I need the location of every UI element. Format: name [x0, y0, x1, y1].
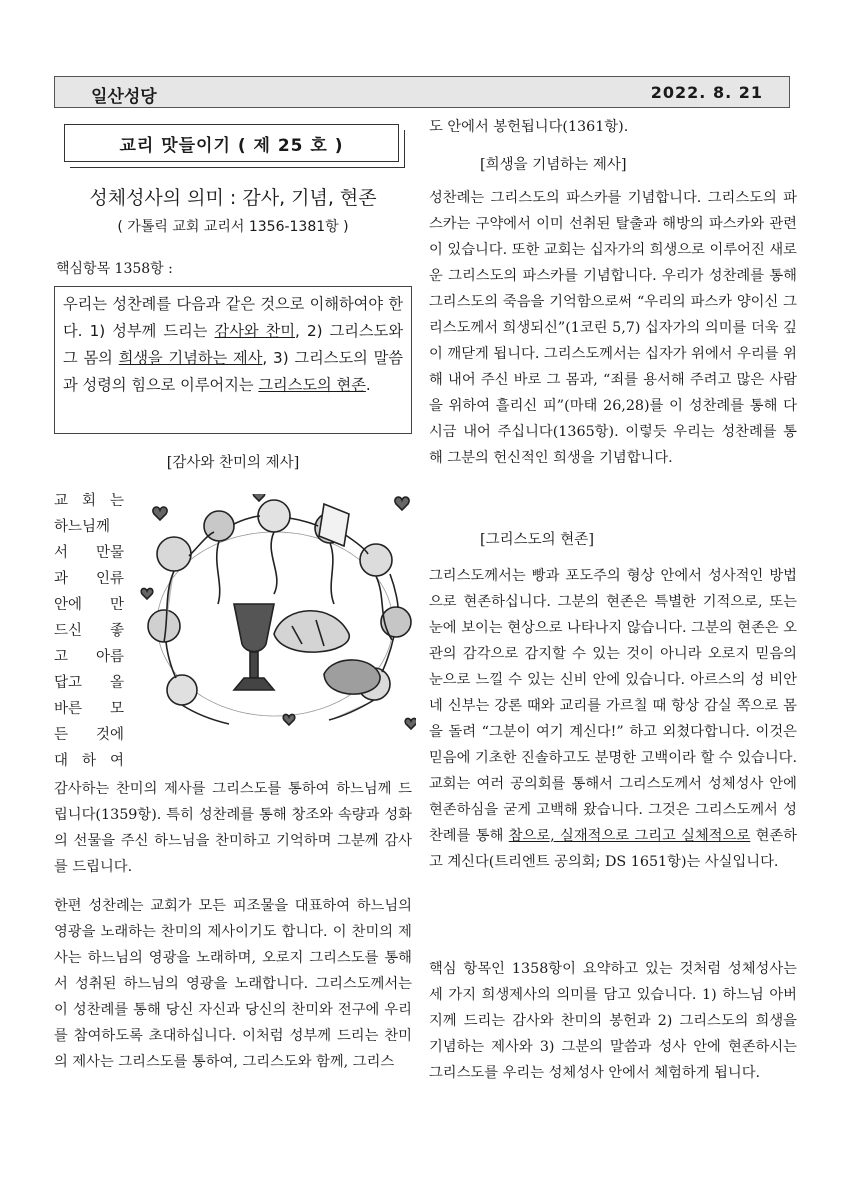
parish-name: 일산성당 [91, 87, 157, 107]
summary-paragraph: 핵심 항목인 1358항이 요약하고 있는 것처럼 성체성사는 세 가지 희생제사의 의미를 담고 있습니다. 1) 하느님 아버지께 드리는 감사와 찬미의 봉헌과 2) 그리스도의 희생을 기념하는 제사와 3) 그분의 말씀과 성사 안에 현존하시는 그리스도를 우리는 성체성사 안에서 체험하게 됩니다. [429, 961, 797, 1081]
presence-text-a: 그리스도께서는 빵과 포도주의 형상 안에서 성사적인 방법으로 현존하십니다. 그분의 현존은 특별한 기적으로, 또는 눈에 보이는 현상으로 나타나지 않습니다. 그분의 현존은 오관의 감각으로 감지할 수 있는 것이 아니라 오로지 믿음의 눈으로 느낄 수 있는 신비 안에 있습니다. 아르스의 성 비안네 신부는 강론 때와 교리를 가르칠 때 항상 감실 쪽으로 몸을 돌려 “그분이 여기 계신다!” 하고 외쳤다합니다. 이것은 믿음에 기초한 진솔하고도 분명한 고백이라 할 수 있습니다. 교회는 여러 공의회를 통해서 그리스도께서 성체성사 안에 현존하심을 굳게 고백해 왔습니다. 그것은 그리스도께서 성찬례를 통해 [429, 568, 797, 844]
wrapped-line: 바른 모 [54, 701, 124, 717]
eucharist-illustration [134, 494, 416, 734]
key-text-2: , 2) 그리스도와 그 몸의 [63, 322, 403, 367]
key-item-label: 핵심항목 1358항 : [56, 261, 173, 277]
presence-underline: 참으로, 실재적으로 그리고 실체적으로 [508, 828, 751, 844]
series-title-box [64, 124, 399, 162]
wrapped-line: 서 만물 [54, 545, 124, 561]
key-text-3: , 3) 그리스도의 말씀과 성령의 힘으로 이루어지는 [63, 349, 403, 394]
wrapped-line: 안에 만 [54, 597, 124, 613]
header-bar [54, 76, 790, 108]
wrapped-line: 답고 올 [54, 675, 124, 691]
continued-text: 도 안에서 봉헌됩니다(1361항). [429, 119, 629, 135]
issue-date: 2022. 8. 21 [650, 83, 763, 102]
wrapped-line: 고 아름 [54, 649, 124, 665]
wrapped-line: 하느님께 [54, 519, 111, 535]
main-title: 성체성사의 의미 : 감사, 기념, 현존 [89, 187, 377, 209]
wrapped-text-column [54, 488, 124, 774]
section-heading-memorial: [희생을 기념하는 제사] [480, 157, 627, 173]
thanksgiving-paragraph-1: 감사하는 찬미의 제사를 그리스도를 통하여 하느님께 드립니다(1359항). 특히 성찬례를 통해 창조와 속량과 성화의 선물을 주신 하느님을 찬미하고 기억하며 그분께 감사를 드립니다. [54, 781, 412, 875]
section-heading-thanksgiving: [감사와 찬미의 제사] [166, 455, 300, 471]
wrapped-line: 드신 좋 [54, 623, 124, 639]
key-underline-3: 그리스도의 현존 [258, 376, 366, 394]
key-text-4: . [365, 376, 371, 394]
key-item-box [54, 286, 412, 434]
wrapped-line: 대 하 여 [54, 753, 124, 769]
wrapped-line: 과 인류 [54, 571, 124, 587]
series-title: 교리 맛들이기 ( 제 25 호 ) [119, 135, 344, 156]
section-heading-presence: [그리스도의 현존] [480, 532, 594, 548]
key-underline-2: 희생을 기념하는 제사 [118, 349, 263, 367]
presence-paragraph [429, 563, 797, 875]
thanksgiving-paragraph-2: 한편 성찬례는 교회가 모든 피조물을 대표하여 하느님의 영광을 노래하는 찬미의 제사이기도 합니다. 이 찬미의 제사는 하느님의 영광을 노래하며, 오로지 그리스도를 통해서 성취된 하느님의 영광을 노래합니다. 그리스도께서는 이 성찬례를 통해 당신 자신과 당신의 찬미와 전구에 우리를 참여하도록 초대하십니다. 이처럼 성부께 드리는 찬미의 제사는 그리스도를 통하여, 그리스도와 함께, 그리스 [54, 898, 412, 1070]
memorial-paragraph: 성찬례는 그리스도의 파스카를 기념합니다. 그리스도의 파스카는 구약에서 이미 선취된 탈출과 해방의 파스카와 관련이 있습니다. 또한 교회는 십자가의 희생으로 이루어진 새로운 그리스도의 파스카를 기념합니다. 우리가 성찬례를 통해 그리스도의 죽음을 기억함으로써 “우리의 파스카 양이신 그리스도께서 희생되신”(1코린 5,7) 십자가의 의미를 더욱 깊이 깨닫게 됩니다. 그리스도께서는 십자가 위에서 우리를 위해 내어 주신 바로 그 몸과, “죄를 용서해 주려고 많은 사람을 위하여 흘리신 피”(마태 26,28)를 이 성찬례를 통해 다시금 내어 주십니다(1365항). 이렇듯 우리는 성찬례를 통해 그분의 헌신적인 희생을 기념합니다. [429, 190, 797, 466]
presence-text-b: 현존하고 계신다(트리엔트 공의회; DS 1651항)는 사실입니다. [429, 828, 797, 870]
wrapped-line: 교 회 는 [54, 493, 124, 509]
key-text-1: 우리는 성찬례를 다음과 같은 것으로 이해하여야 한다. 1) 성부께 드리는 [63, 295, 403, 340]
key-underline-1: 감사와 찬미 [214, 322, 296, 340]
wrapped-line: 든 것에 [54, 727, 124, 743]
sub-title: ( 가톨릭 교회 교리서 1356-1381항 ) [117, 219, 349, 235]
